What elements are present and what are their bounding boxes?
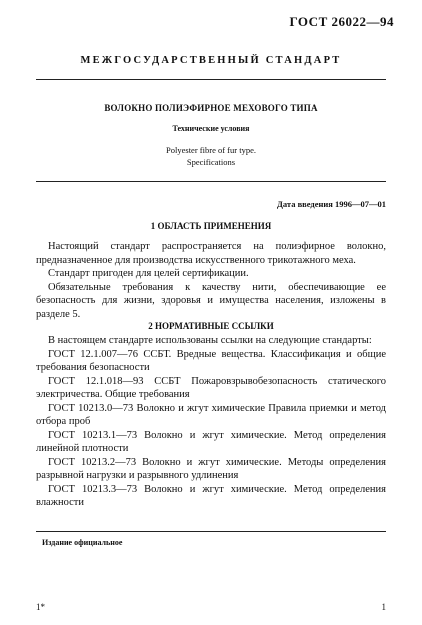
page-number: 1 [381, 602, 386, 612]
document-subtitle: Технические условия [172, 124, 250, 133]
english-title [0, 144, 422, 168]
document-title: ВОЛОКНО ПОЛИЭФИРНОЕ МЕХОВОГО ТИПА [104, 103, 318, 113]
reference-item: ГОСТ 10213.2—73 Волокно и жгут химические. Методы определения разрывной нагрузки и разрывного удлинения [36, 456, 386, 481]
reference-item: ГОСТ 10213.1—73 Волокно и жгут химические. Метод определения линейной плотности [36, 429, 386, 454]
introduction-date: Дата введения 1996—07—01 [277, 199, 386, 209]
paragraph: В настоящем стандарте использованы ссылки на следующие стандарты: [48, 335, 372, 346]
paragraph: Настоящий стандарт распространяется на полиэфирное волокно, предназначенное для производства искусственного трикотажного меха. [36, 241, 386, 266]
reference-item: ГОСТ 10213.0—73 Волокно и жгут химические Правила приемки и метод отбора проб [36, 402, 386, 427]
paragraph: Обязательные требования к качеству нити, обеспечивающие ее безопасность для жизни, здоровья и имущества населения, изложены в разделе 5. [36, 281, 386, 320]
footer-sheet-mark: 1* [36, 602, 45, 612]
reference-item: ГОСТ 10213.3—73 Волокно и жгут химические. Метод определения влажности [36, 483, 386, 508]
official-edition-label: Издание официальное [42, 538, 123, 547]
english-title-line1: Polyester fibre of fur type. [166, 145, 256, 155]
section-2-heading: 2 НОРМАТИВНЫЕ ССЫЛКИ [148, 321, 274, 331]
paragraph: Стандарт пригоден для целей сертификации. [48, 268, 249, 279]
english-title-line2: Specifications [186, 157, 236, 167]
section-1-heading: 1 ОБЛАСТЬ ПРИМЕНЕНИЯ [150, 221, 272, 231]
reference-item: ГОСТ 12.1.007—76 ССБТ. Вредные вещества. Классификация и общие требования безопасности [36, 348, 386, 373]
standard-type-heading: МЕЖГОСУДАРСТВЕННЫЙ СТАНДАРТ [80, 55, 342, 66]
footer-divider [36, 531, 386, 532]
section-1-body [36, 240, 386, 321]
top-divider [36, 79, 386, 80]
section-2-body [36, 334, 386, 510]
title-divider [36, 181, 386, 182]
gost-number: ГОСТ 26022—94 [289, 14, 394, 29]
reference-item: ГОСТ 12.1.018—93 ССБТ Пожаровзрывобезопасность статического электричества. Общие требования [36, 375, 386, 400]
